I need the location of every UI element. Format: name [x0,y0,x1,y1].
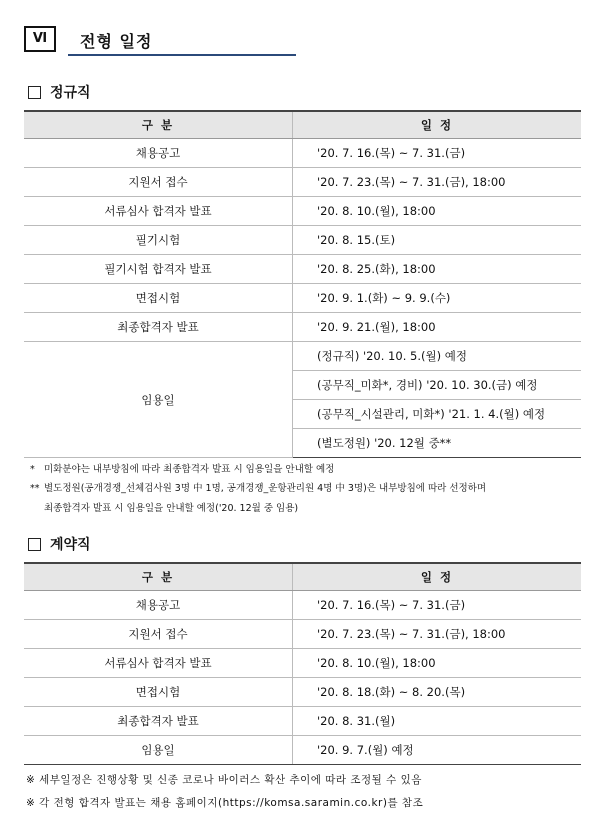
footnote [30,481,486,497]
footnote-text: 별도정원(공개경쟁_선체검사원 3명 中 1명, 공개경쟁_운항관리원 4명 中 3명)은 내부방침에 따라 선정하며 [44,483,487,494]
final-note: ※ 각 전형 합격자 발표는 채용 홈페이지(https://komsa.saramin.co.kr)를 참조 [26,797,424,809]
table-row [24,168,581,197]
contract-heading-label: 계약직 [50,537,91,553]
row-date: '20. 9. 21.(월), 18:00 [293,313,582,342]
row-category: 서류심사 합격자 발표 [24,197,293,226]
row-category: 최종합격자 발표 [24,707,293,736]
final-note: ※ 세부일정은 진행상황 및 신종 코로나 바이러스 확산 추이에 따라 조정될 수 있음 [26,774,422,786]
row-category: 서류심사 합격자 발표 [24,649,293,678]
table-row [24,313,581,342]
footnote [30,462,334,478]
contract-heading [28,534,91,554]
header-category: 구 분 [24,111,293,139]
row-category: 지원서 접수 [24,168,293,197]
footnote-mark: ** [30,483,40,494]
table-row [24,707,581,736]
section-title: 전형 일정 [80,32,153,51]
header-date: 일 정 [293,111,582,139]
row-category: 임용일 [24,736,293,765]
table-header-row [24,111,581,139]
contract-schedule-table [24,562,581,765]
regular-heading [28,82,91,102]
row-date: '20. 7. 16.(목) ~ 7. 31.(금) [293,139,582,168]
appointment-row [24,342,581,371]
section-header [24,26,272,56]
appointment-date: (별도정원) '20. 12월 중** [293,429,582,458]
table-row [24,197,581,226]
row-category: 최종합격자 발표 [24,313,293,342]
appointment-date: (공무직_미화*, 경비) '20. 10. 30.(금) 예정 [293,371,582,400]
row-date: '20. 7. 23.(목) ~ 7. 31.(금), 18:00 [293,168,582,197]
checkbox-icon [28,538,41,551]
row-category: 필기시험 합격자 발표 [24,255,293,284]
row-date: '20. 8. 15.(토) [293,226,582,255]
table-header-row [24,563,581,591]
row-category: 면접시험 [24,284,293,313]
table-row [24,139,581,168]
header-date: 일 정 [293,563,582,591]
section-number: Ⅵ [24,26,56,52]
row-date: '20. 8. 31.(월) [293,707,582,736]
header-category: 구 분 [24,563,293,591]
table-row [24,284,581,313]
row-date: '20. 7. 16.(목) ~ 7. 31.(금) [293,591,582,620]
checkbox-icon [28,86,41,99]
appointment-date: (정규직) '20. 10. 5.(월) 예정 [293,342,582,371]
table-row [24,649,581,678]
regular-heading-label: 정규직 [50,85,91,101]
footnote-mark: * [30,464,35,475]
row-date: '20. 8. 10.(월), 18:00 [293,197,582,226]
table-row [24,226,581,255]
row-category: 지원서 접수 [24,620,293,649]
row-date: '20. 9. 1.(화) ~ 9. 9.(수) [293,284,582,313]
row-date: '20. 8. 18.(화) ~ 8. 20.(목) [293,678,582,707]
table-row [24,255,581,284]
row-category: 필기시험 [24,226,293,255]
row-date: '20. 8. 25.(화), 18:00 [293,255,582,284]
row-date: '20. 8. 10.(월), 18:00 [293,649,582,678]
row-category: 면접시험 [24,678,293,707]
footnote-text: 미화분야는 내부방침에 따라 최종합격자 발표 시 임용일을 안내할 예정 [44,464,335,475]
row-category: 채용공고 [24,591,293,620]
row-category: 채용공고 [24,139,293,168]
table-row [24,678,581,707]
row-date: '20. 7. 23.(목) ~ 7. 31.(금), 18:00 [293,620,582,649]
appointment-category: 임용일 [24,342,293,458]
table-row [24,620,581,649]
table-row [24,591,581,620]
footnote-continuation: 최종합격자 발표 시 임용일을 안내할 예정('20. 12월 중 임용) [44,503,299,514]
table-row [24,736,581,765]
row-date: '20. 9. 7.(월) 예정 [293,736,582,765]
regular-schedule-table [24,110,581,458]
section-underline [68,54,296,56]
appointment-date: (공무직_시설관리, 미화*) '21. 1. 4.(월) 예정 [293,400,582,429]
